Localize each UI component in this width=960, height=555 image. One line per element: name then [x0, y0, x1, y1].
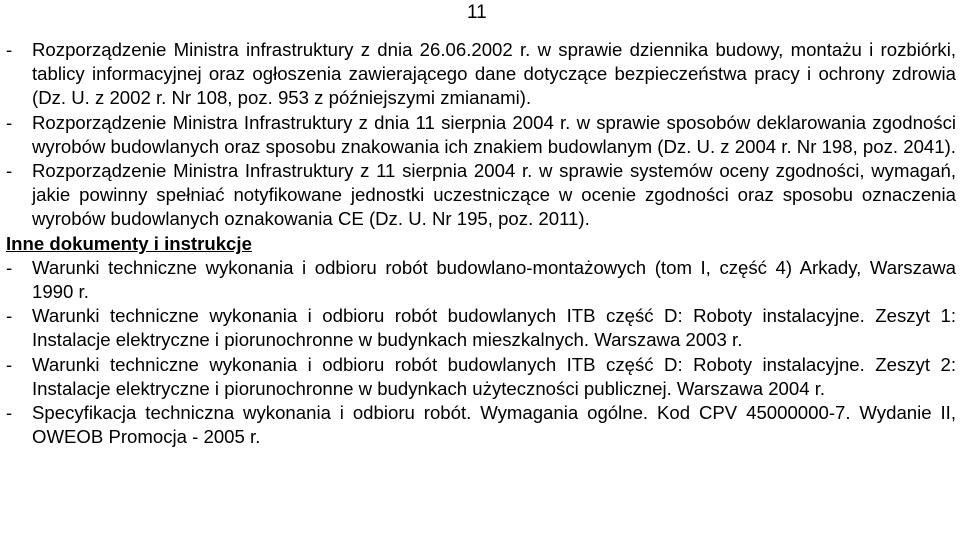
list-item-itb-booklet-2 [6, 353, 956, 401]
list-dash: - [6, 353, 13, 375]
list-item-text: Warunki techniczne wykonania i odbioru robót budowlanych ITB część D: Roboty instalacyjne. Zeszyt 1: Instalacje elektryczne i piorunochronne w budynkach mieszkalnych. Warszawa 2003 r. [32, 305, 956, 351]
list-item-text: Warunki techniczne wykonania i odbioru robót budowlano-montażowych (tom I, część 4) Arkady, Warszawa 1990 r. [32, 256, 956, 303]
list-dash: - [6, 160, 13, 182]
page-number: 11 [467, 2, 487, 23]
list-dash: - [6, 305, 13, 327]
list-item-text: Rozporządzenie Ministra Infrastruktury z 11 sierpnia 2004 r. w sprawie systemów oceny zgodności, wymagań, jakie powinny spełniać notyfikowane jednostki uczestniczące w ocenie zgodności oraz sposobu oznaczenia wyrobów budowlanych oznakowania CE (Dz. U. Nr 195, poz. 2011). [32, 160, 956, 230]
section-heading: Inne dokumenty i instrukcje [6, 232, 252, 254]
list-dash: - [6, 39, 13, 60]
list-item-technical-specification [6, 401, 956, 449]
list-item-text: Warunki techniczne wykonania i odbioru robót budowlanych ITB część D: Roboty instalacyjne. Zeszyt 2: Instalacje elektryczne i piorunochronne w budynkach użyteczności publicznej. Warszawa 2004 r. [32, 353, 956, 399]
list-item-itb-booklet-1 [6, 304, 956, 352]
list-item-text: Rozporządzenie Ministra infrastruktury z dnia 26.06.2002 r. w sprawie dziennika budowy, montażu i rozbiórki, tablicy informacyjnej oraz ogłoszenia zawierającego dane dotyczące bezpieczeństwa pracy i ochrony zdrowia (Dz. U. z 2002 r. Nr 108, poz. 953 z późniejszymi zmianami). [32, 39, 956, 109]
list-item-technical-conditions-arkady [6, 256, 956, 304]
list-item-text: Rozporządzenie Ministra Infrastruktury z dnia 11 sierpnia 2004 r. w sprawie sposobów deklarowania zgodności wyrobów budowlanych oraz sposobu znakowania ich znakiem budowlanym (Dz. U. z 2004 r. Nr 198, poz. 2041). [32, 111, 956, 157]
list-item-text: Specyfikacja techniczna wykonania i odbioru robót. Wymagania ogólne. Kod CPV 45000000-7. Wydanie II, OWEOB Promocja - 2005 r. [32, 402, 956, 448]
list-item-regulation-construction-log [6, 38, 956, 111]
list-item-regulation-conformity-declaration [6, 111, 956, 159]
list-dash: - [6, 256, 13, 278]
list-dash: - [6, 402, 13, 424]
list-dash: - [6, 111, 13, 133]
list-item-regulation-conformity-systems [6, 159, 956, 232]
document-body [6, 38, 956, 449]
